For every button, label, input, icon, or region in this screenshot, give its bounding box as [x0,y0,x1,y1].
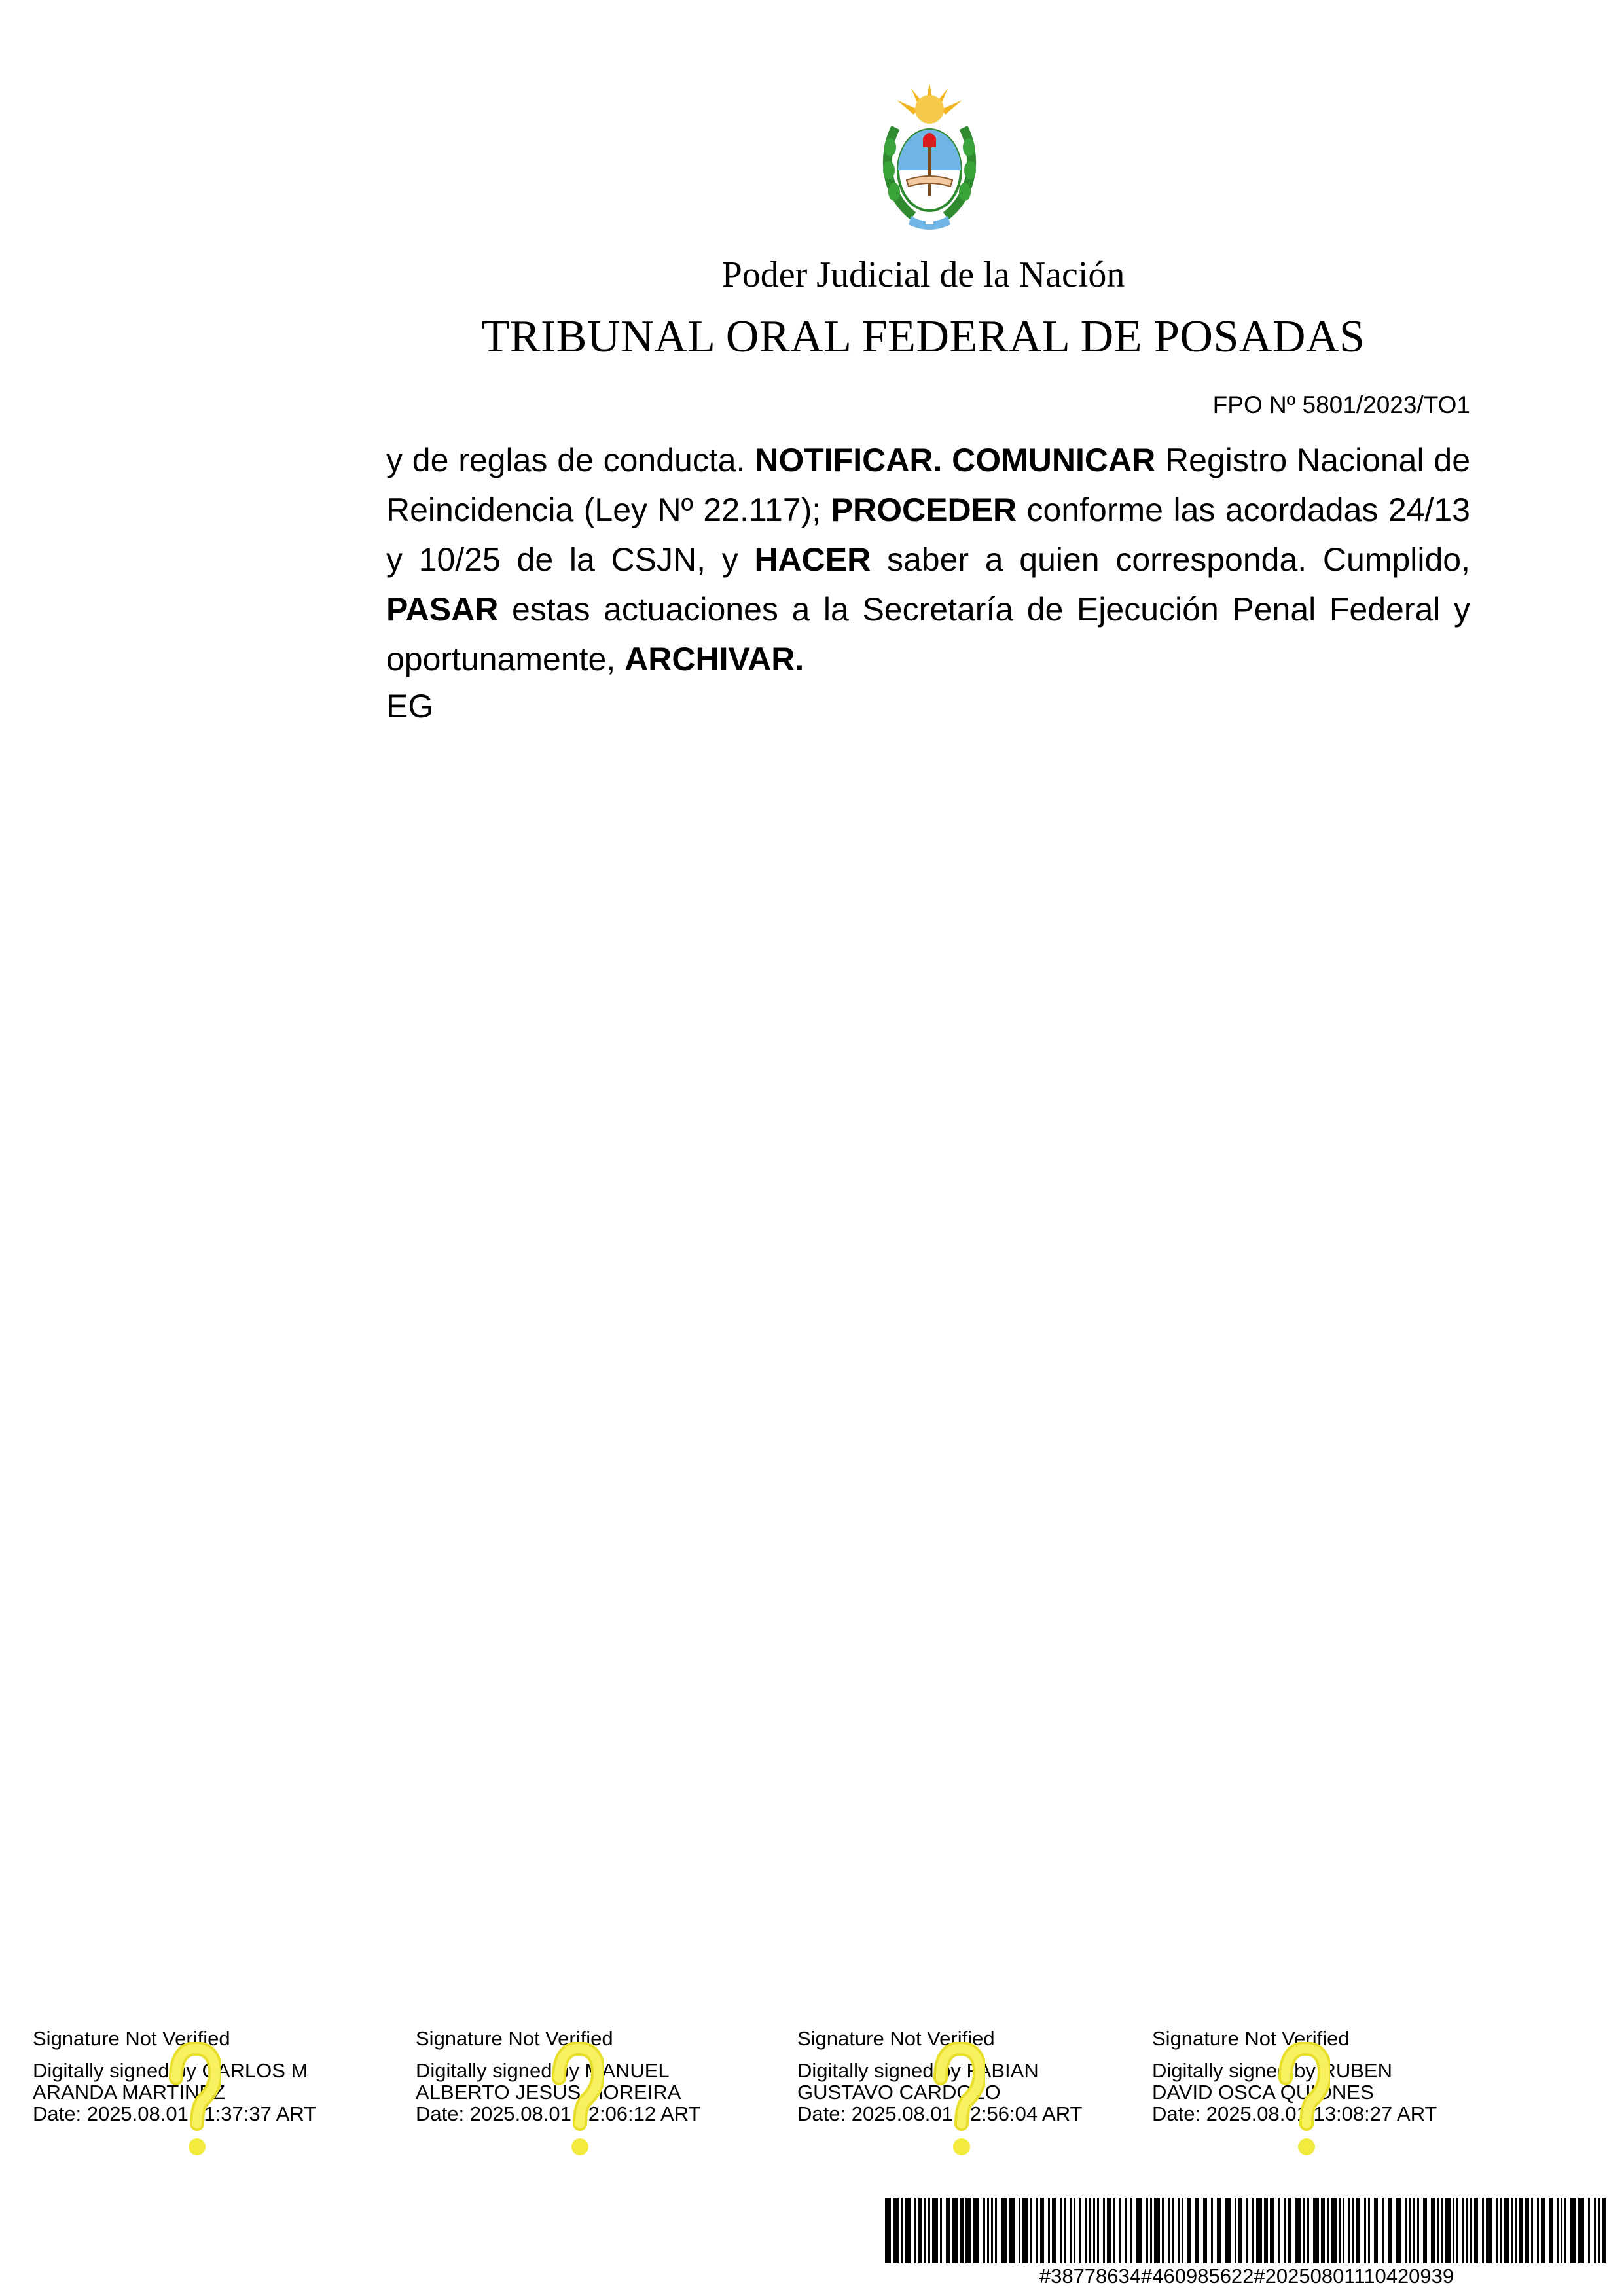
barcode-bar [1295,2198,1301,2263]
barcode-bar [1235,2198,1236,2263]
barcode-bar [1496,2198,1498,2263]
barcode-bar [1307,2198,1309,2263]
body-text: Registro Nacional de Reincidencia (Ley Nº 22.117); [386,442,1470,528]
signature-status: Signature Not Verified [416,2027,613,2050]
barcode-bar [1030,2198,1032,2263]
barcode [885,2198,1608,2263]
barcode-bar [1339,2198,1341,2263]
barcode-bar [1409,2198,1411,2263]
barcode-bar [1172,2198,1174,2263]
barcode-bar [1594,2198,1596,2263]
barcode-bar [1437,2198,1439,2263]
body-text: y de reglas de conducta. [386,442,755,478]
barcode-bar [1225,2198,1231,2263]
barcode-bar [1146,2198,1148,2263]
barcode-bar [1264,2198,1268,2263]
barcode-bar [1348,2198,1350,2263]
barcode-bar [1048,2198,1050,2263]
barcode-bar [1396,2198,1401,2263]
barcode-bar [1486,2198,1492,2263]
barcode-bar [1382,2198,1384,2263]
barcode-bar [1125,2198,1127,2263]
barcode-bar [1052,2198,1056,2263]
barcode-bar [1168,2198,1170,2263]
signature-block-1 [33,2028,399,2125]
question-mark-icon [168,2042,221,2166]
barcode-bar [1211,2198,1213,2263]
body-text: saber a quien corresponda. Cumplido, [871,541,1470,578]
barcode-bar [1423,2198,1427,2263]
resolution-paragraph [386,435,1470,684]
barcode-bar [1413,2198,1415,2263]
barcode-bar [940,2198,942,2263]
barcode-bar [1195,2198,1199,2263]
body-bold-notificar: NOTIFICAR. COMUNICAR [755,442,1156,478]
barcode-bar [1462,2198,1464,2263]
barcode-bar [901,2198,903,2263]
barcode-bar [1482,2198,1484,2263]
barcode-bar [1541,2198,1545,2263]
barcode-bar [1178,2198,1180,2263]
barcode-bar [1009,2198,1015,2263]
barcode-bar [1561,2198,1562,2263]
signature-status: Signature Not Verified [33,2027,230,2050]
barcode-bar [1313,2198,1319,2263]
signature-signer: Digitally signed by FABIAN [797,2059,1039,2082]
barcode-bar [1119,2198,1121,2263]
barcode-bar [1252,2198,1254,2263]
body-bold-archivar: ARCHIVAR. [624,641,804,677]
barcode-bar [1525,2198,1529,2263]
barcode-bar [932,2198,938,2263]
barcode-bar [1162,2198,1164,2263]
barcode-bar [1074,2198,1075,2263]
barcode-bar [1327,2198,1329,2263]
barcode-bar [1001,2198,1007,2263]
barcode-bar [1343,2198,1344,2263]
barcode-bar [1466,2198,1468,2263]
body-bold-pasar: PASAR [386,591,499,628]
judiciary-heading: Poder Judicial de la Nación [721,255,1125,295]
signature-block-3 [797,2028,1164,2125]
barcode-bar [1150,2198,1152,2263]
barcode-bar [1431,2198,1435,2263]
barcode-bar [1246,2198,1248,2263]
barcode-bar [1417,2198,1419,2263]
body-bold-proceder: PROCEDER [831,492,1017,528]
barcode-bar [1019,2198,1020,2263]
barcode-bar [1456,2198,1458,2263]
barcode-bar [1284,2198,1286,2263]
case-reference: FPO Nº 5801/2023/TO1 [1212,391,1470,418]
signature-date: Date: 2025.08.01 12:06:12 ART [416,2102,701,2125]
barcode-bar [1515,2198,1517,2263]
barcode-bar [1564,2198,1566,2263]
barcode-bar [1113,2198,1115,2263]
barcode-bar [1060,2198,1062,2263]
barcode-bar [983,2198,985,2263]
barcode-bar [1570,2198,1576,2263]
question-mark-icon [1278,2042,1330,2166]
barcode-bar [1511,2198,1513,2263]
author-initials: EG [386,688,434,725]
barcode-bar [1103,2198,1105,2263]
barcode-bar [1022,2198,1028,2263]
barcode-bar [952,2198,958,2263]
barcode-bar [1085,2198,1087,2263]
signature-signer: Digitally signed by RUBEN [1152,2059,1392,2082]
question-mark-icon [933,2042,985,2166]
barcode-bar [1107,2198,1111,2263]
signature-date: Date: 2025.08.01 11:37:37 ART [33,2102,317,2125]
barcode-bar [1445,2198,1451,2263]
signature-date: Date: 2025.08.01 13:08:27 ART [1152,2102,1437,2125]
barcode-bar [1270,2198,1274,2263]
body-bold-hacer: HACER [754,541,871,578]
barcode-bar [1097,2198,1099,2263]
barcode-bar [914,2198,916,2263]
barcode-bar [1238,2198,1242,2263]
court-name-heading: TRIBUNAL ORAL FEDERAL DE POSADAS [481,312,1365,362]
barcode-bar [1500,2198,1502,2263]
signature-signer: Digitally signed by CARLOS M [33,2059,308,2082]
barcode-bar [960,2198,964,2263]
barcode-bar [1331,2198,1337,2263]
barcode-bar [905,2198,911,2263]
signature-signer-name: GUSTAVO CARDOZO [797,2081,1001,2104]
barcode-bar [946,2198,950,2263]
barcode-bar [1519,2198,1523,2263]
coat-of-arms-icon [877,82,982,236]
barcode-bar [1557,2198,1559,2263]
signature-signer-name: DAVID OSCA QUIONES [1152,2081,1374,2104]
signature-signer-name: ARANDA MARTINEZ [33,2081,225,2104]
barcode-bar [1474,2198,1478,2263]
barcode-bar [1405,2198,1407,2263]
signature-block-2 [416,2028,782,2125]
barcode-bar [1352,2198,1354,2263]
barcode-bar [1588,2198,1590,2263]
barcode-bar [1040,2198,1044,2263]
barcode-bar [1321,2198,1325,2263]
barcode-bar [1388,2198,1392,2263]
barcode-bar [1441,2198,1443,2263]
barcode-bar [1070,2198,1072,2263]
barcode-bar [1531,2198,1533,2263]
barcode-bar [991,2198,993,2263]
barcode-bar [1154,2198,1160,2263]
signature-status: Signature Not Verified [797,2027,995,2050]
barcode-bar [1089,2198,1091,2263]
body-text: conforme las acordadas 24/13 y 10/25 de la CSJN, y [386,492,1470,578]
barcode-bar [1079,2198,1081,2263]
barcode-bar [1470,2198,1472,2263]
barcode-bar [1303,2198,1305,2263]
barcode-bar [928,2198,930,2263]
barcode-bar [1504,2198,1509,2263]
barcode-bar [1364,2198,1366,2263]
body-text: estas actuaciones a la Secretaría de Ejecución Penal Federal y oportunamente, [386,591,1470,677]
barcode-bar [1453,2198,1454,2263]
barcode-bar [924,2198,926,2263]
barcode-bar [918,2198,922,2263]
barcode-bar [1374,2198,1378,2263]
barcode-bar [987,2198,989,2263]
barcode-bar [1549,2198,1553,2263]
barcode-bar [1356,2198,1360,2263]
barcode-bar [1182,2198,1183,2263]
barcode-bar [1578,2198,1584,2263]
barcode-bar [1136,2198,1142,2263]
barcode-bar [1288,2198,1291,2263]
barcode-bar [1278,2198,1280,2263]
barcode-bar [1217,2198,1221,2263]
signature-status: Signature Not Verified [1152,2027,1350,2050]
signature-date: Date: 2025.08.01 12:56:04 ART [797,2102,1083,2125]
barcode-bar [1256,2198,1262,2263]
signature-signer-name: ALBERTO JESUS MOREIRA [416,2081,681,2104]
question-mark-icon [551,2042,604,2166]
barcode-bar [1203,2198,1207,2263]
barcode-bar [965,2198,971,2263]
barcode-bar [973,2198,979,2263]
signature-signer: Digitally signed by MANUEL [416,2059,670,2082]
barcode-bar [1187,2198,1191,2263]
barcode-bar [885,2198,891,2263]
barcode-bar [1602,2198,1606,2263]
barcode-bar [1537,2198,1539,2263]
signature-block-4 [1152,2028,1519,2125]
barcode-bar [893,2198,899,2263]
barcode-bar [1130,2198,1132,2263]
barcode-bar [1093,2198,1095,2263]
barcode-bar [995,2198,997,2263]
barcode-number: #38778634#460985622#20250801110420939 [1039,2265,1454,2287]
barcode-bar [1598,2198,1600,2263]
barcode-bar [1036,2198,1038,2263]
barcode-bar [1064,2198,1066,2263]
barcode-bar [1368,2198,1370,2263]
